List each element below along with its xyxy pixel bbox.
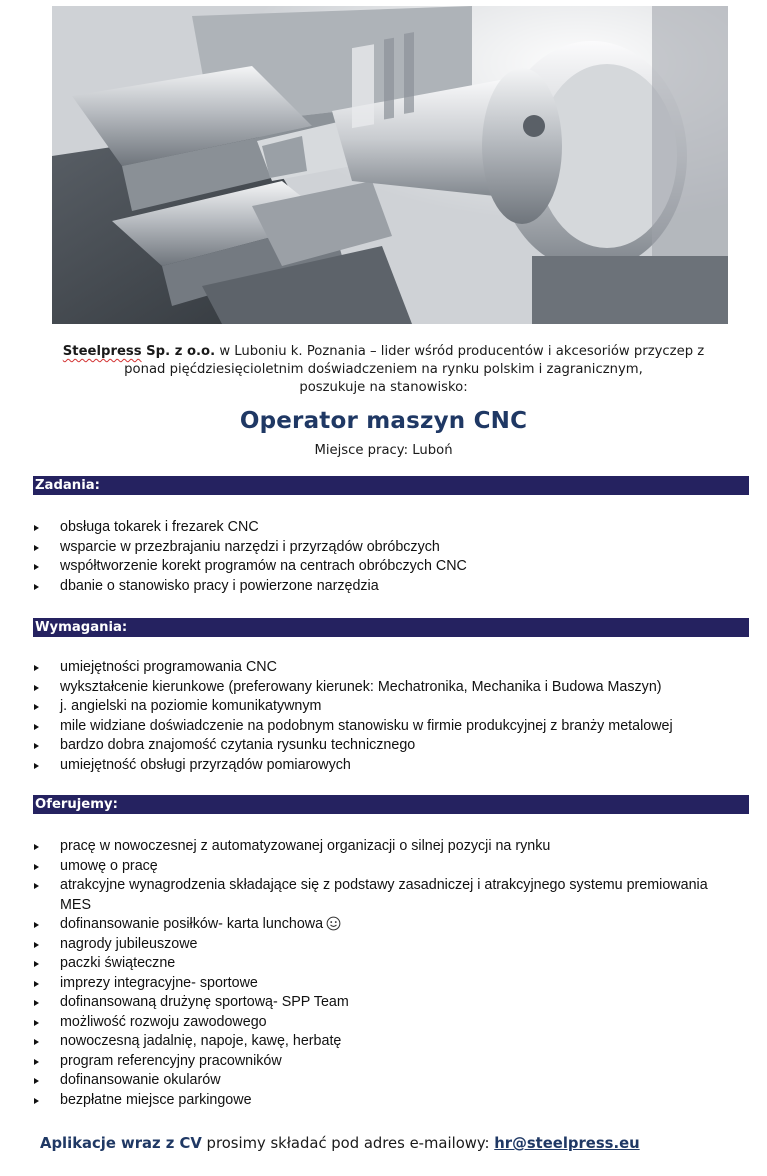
list-item: umiejętności programowania CNC xyxy=(33,658,749,678)
section-header-tasks: Zadania: xyxy=(33,476,749,495)
smiley-icon xyxy=(326,916,341,931)
list-item: dofinansowaną drużynę sportową- SPP Team xyxy=(33,993,749,1013)
application-footer xyxy=(40,1135,740,1152)
list-item: imprezy integracyjne- sportowe xyxy=(33,974,749,994)
cnc-machine-illustration xyxy=(52,6,728,324)
tasks-list xyxy=(33,518,749,596)
list-item: pracę w nowoczesnej z automatyzowanej organizacji o silnej pozycji na rynku xyxy=(33,837,749,857)
company-intro xyxy=(18,343,749,397)
list-item: dofinansowanie okularów xyxy=(33,1071,749,1091)
footer-text: prosimy składać pod adres e-mailowy: xyxy=(201,1135,495,1152)
list-item: bardzo dobra znajomość czytania rysunku technicznego xyxy=(33,736,749,756)
list-item: wsparcie w przezbrajaniu narzędzi i przyrządów obróbczych xyxy=(33,538,749,558)
list-item: umiejętność obsługi przyrządów pomiarowych xyxy=(33,756,749,776)
email-link[interactable]: hr@steelpress.eu xyxy=(494,1135,640,1152)
job-title: Operator maszyn CNC xyxy=(239,408,528,434)
list-item: mile widziane doświadczenie na podobnym stanowisku w firmie produkcyjnej z branży metalowej xyxy=(33,717,749,737)
list-item: umowę o pracę xyxy=(33,857,749,877)
list-item: atrakcyjne wynagrodzenia składające się z podstawy zasadniczej i atrakcyjnego systemu premiowania MES xyxy=(33,876,749,915)
section-header-offer: Oferujemy: xyxy=(33,795,749,814)
requirements-list xyxy=(33,658,749,775)
list-item: paczki świąteczne xyxy=(33,954,749,974)
intro-line-3: poszukuje na stanowisko: xyxy=(299,380,468,395)
list-item: nowoczesną jadalnię, napoje, kawę, herbatę xyxy=(33,1032,749,1052)
list-item: współtworzenie korekt programów na centrach obróbczych CNC xyxy=(33,557,749,577)
list-item: możliwość rozwoju zawodowego xyxy=(33,1013,749,1033)
list-item: j. angielski na poziomie komunikatywnym xyxy=(33,697,749,717)
hero-image xyxy=(52,6,728,324)
list-item: obsługa tokarek i frezarek CNC xyxy=(33,518,749,538)
intro-line-2: ponad pięćdziesięcioletnim doświadczeniem na rynku polskim i zagranicznym, xyxy=(124,362,643,377)
offer-list xyxy=(33,837,749,1110)
list-item: program referencyjny pracowników xyxy=(33,1052,749,1072)
list-item: nagrody jubileuszowe xyxy=(33,935,749,955)
intro-line-1: w Luboniu k. Poznania – lider wśród producentów i akcesoriów przyczep z xyxy=(215,344,705,359)
list-item: dofinansowanie posiłków- karta lunchowa xyxy=(33,915,749,935)
section-header-requirements: Wymagania: xyxy=(33,618,749,637)
list-item: wykształcenie kierunkowe (preferowany kierunek: Mechatronika, Mechanika i Budowa Maszyn) xyxy=(33,678,749,698)
footer-lead: Aplikacje wraz z CV xyxy=(40,1135,202,1152)
list-item: dbanie o stanowisko pracy i powierzone narzędzia xyxy=(33,577,749,597)
job-location: Miejsce pracy: Luboń xyxy=(314,443,453,458)
company-name: Steelpress Sp. z o.o. xyxy=(62,344,216,359)
list-item: bezpłatne miejsce parkingowe xyxy=(33,1091,749,1111)
